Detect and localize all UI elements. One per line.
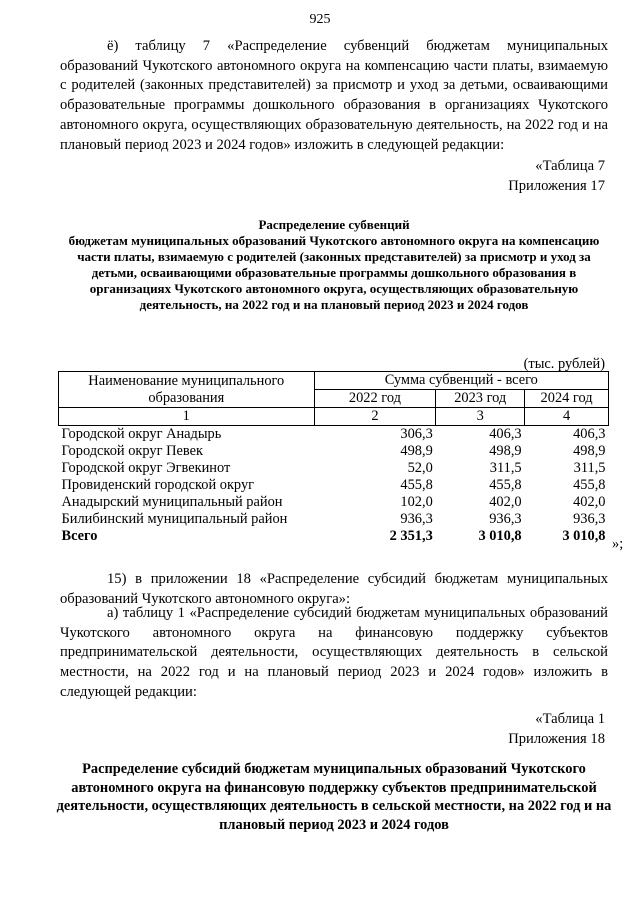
total-value-2023: 3 010,8 — [478, 528, 522, 544]
closing-quote-mark: »; — [612, 536, 624, 552]
col-number: 2 — [314, 408, 436, 426]
row-value-2024: 311,5 — [573, 460, 606, 476]
row-value-2022: 455,8 — [400, 477, 433, 493]
header-2024: 2024 год — [525, 390, 609, 408]
intro-paragraph: ё) таблицу 7 «Распределение субвенций бюджетам муниципальных образований Чукотского автономного округа на компенсацию части платы, взимаемую с родителей (законных представителей) за присмотр и уход за детьми, осваивающими образовательные программы дошкольного образования в организациях Чукотского автономного округа, осуществляющих образовательную деятельность, на 2022 год и на плановый период 2023 и 2024 годов» изложить в следующей редакции: — [60, 38, 608, 153]
page-number: 925 — [309, 12, 331, 27]
row-value-2023: 936,3 — [489, 511, 522, 527]
row-name: Городской округ Эгвекинот — [61, 460, 231, 476]
table-row — [59, 460, 609, 477]
total-label: Всего — [61, 528, 98, 544]
table1-ref-line2: Приложения 18 — [508, 730, 605, 747]
row-value-2022: 936,3 — [400, 511, 433, 527]
table-row — [59, 511, 609, 528]
table7-ref-line1: «Таблица 7 — [535, 158, 605, 174]
row-value-2022: 498,9 — [400, 443, 433, 459]
col-number: 3 — [436, 408, 525, 426]
row-value-2024: 406,3 — [573, 426, 606, 442]
row-value-2024: 455,8 — [573, 477, 606, 493]
col-number: 1 — [59, 408, 315, 426]
table-row — [59, 494, 609, 511]
header-2023: 2023 год — [436, 390, 525, 408]
row-value-2023: 311,5 — [489, 460, 522, 476]
subventions-table — [58, 371, 609, 545]
col-number: 4 — [525, 408, 609, 426]
table7-title-line1: Распределение субвенций — [258, 217, 410, 232]
table-row — [59, 477, 609, 494]
units-label: (тыс. рублей) — [523, 356, 605, 372]
row-name: Провиденский городской округ — [61, 477, 255, 493]
row-value-2024: 936,3 — [573, 511, 606, 527]
table-row — [59, 443, 609, 460]
table7-title — [60, 217, 608, 313]
row-name: Городской округ Певек — [61, 443, 203, 459]
row-value-2024: 402,0 — [573, 494, 606, 510]
table1-ref-line1: «Таблица 1 — [535, 711, 605, 727]
header-2022: 2022 год — [314, 390, 436, 408]
header-sum-group: Сумма субвенций - всего — [314, 372, 608, 390]
total-value-2022: 2 351,3 — [389, 528, 433, 544]
table1-reference — [508, 710, 605, 749]
table7-title-line2: бюджетам муниципальных образований Чукотского автономного округа на компенсацию части платы, взимаемую с родителей (законных представителей) за присмотр и уход за детьми, осваивающими образовательные программы дошкольного образования в организациях Чукотского автономного округа, осуществляющих образовательную деятельность, на 2022 год и на плановый период 2023 и 2024 годов — [68, 233, 600, 312]
table1-title: Распределение субсидий бюджетам муниципальных образований Чукотского автономного округа на финансовую поддержку субъектов предпринимательской деятельности, осуществляющих деятельность в сельской местности, на 2022 год и на плановый период 2023 и 2024 годов — [56, 761, 612, 833]
row-value-2024: 498,9 — [573, 443, 606, 459]
section15-sub-a: а) таблицу 1 «Распределение субсидий бюджетам муниципальных образований Чукотского автономного округа на финансовую поддержку субъектов предпринимательской деятельности, осуществляющих деятельность в сельской местности, на 2022 год и на плановый период 2023 и 2024 годов» изложить в следующей редакции: — [60, 605, 608, 700]
row-value-2023: 406,3 — [489, 426, 522, 442]
table7-ref-line2: Приложения 17 — [508, 177, 605, 194]
row-name: Анадырский муниципальный район — [61, 494, 283, 510]
row-value-2023: 455,8 — [489, 477, 522, 493]
total-row — [59, 528, 609, 545]
table7-reference — [508, 157, 605, 196]
row-value-2023: 498,9 — [489, 443, 522, 459]
total-value-2024: 3 010,8 — [562, 528, 606, 544]
row-name: Городской округ Анадырь — [61, 426, 222, 442]
section15-paragraph: 15) в приложении 18 «Распределение субсидий бюджетам муниципальных образований Чукотского автономного округа»: — [60, 571, 608, 607]
row-value-2022: 52,0 — [407, 460, 433, 476]
header-name-col: Наименование муниципального образования — [59, 372, 315, 408]
row-value-2022: 102,0 — [400, 494, 433, 510]
row-name: Билибинский муниципальный район — [61, 511, 288, 527]
row-value-2022: 306,3 — [400, 426, 433, 442]
table-row — [59, 426, 609, 444]
row-value-2023: 402,0 — [489, 494, 522, 510]
